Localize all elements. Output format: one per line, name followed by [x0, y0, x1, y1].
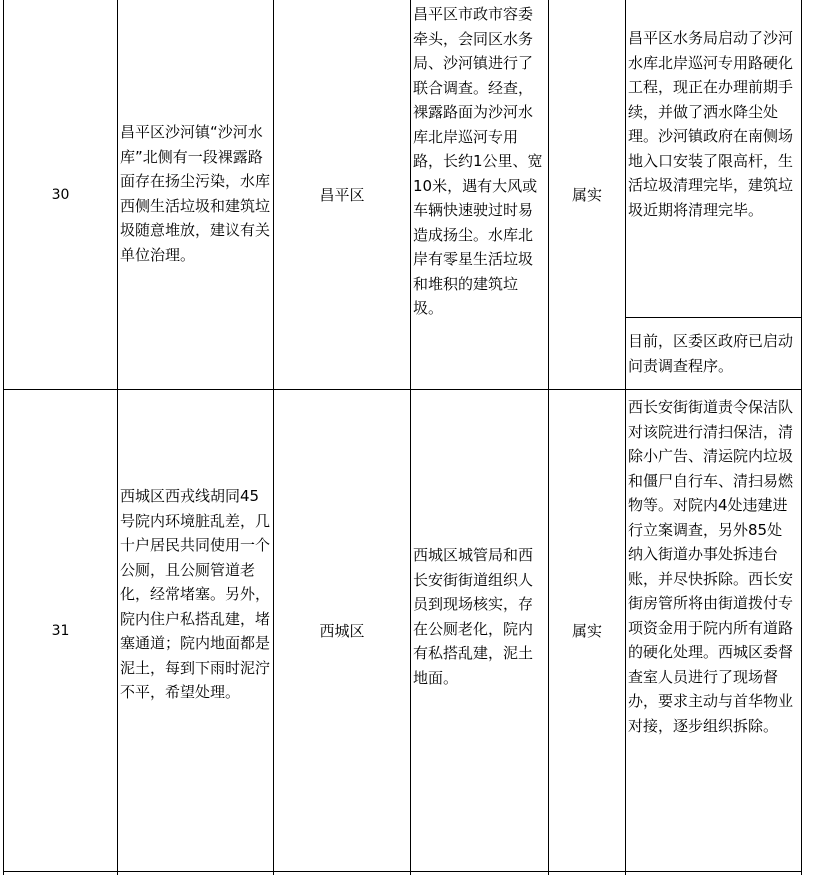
row-30-district: 昌平区 [319, 186, 365, 204]
row-30-investigation: 昌平区市政市容委牵头，会同区水务局、沙河镇进行了联合调查。经查，裸露路面为沙河水库北岸巡河专用路，长约1公里、宽10米，遇有大风或车辆快速驶过时易造成扬尘。水库北岸有零星生活垃圾和堆积的建筑垃圾。 [413, 5, 543, 317]
row-31-district: 西城区 [319, 622, 365, 640]
row-30-issue: 昌平区沙河镇“沙河水库”北侧有一段裸露路面存在扬尘污染，水库西侧生活垃圾和建筑垃圾随意堆放，建议有关单位治理。 [120, 123, 271, 264]
row-31-issue: 西城区西戎线胡同45号院内环境脏乱差，几十户居民共同使用一个公厕，且公厕管道老化，经常堵塞。另外，院内住户私搭乱建，堵塞通道；院内地面都是泥土，每到下雨时泥泞不平，希望处理。 [120, 487, 271, 701]
row-31-verdict: 属实 [571, 622, 602, 640]
column-border-5 [625, 0, 626, 875]
row-30-verdict: 属实 [571, 186, 602, 204]
row-31-handling: 西长安街街道责令保洁队对该院进行清扫保洁，清除小广告、清运院内垃圾和僵尸自行车、清扫易燃物等。对院内4处违建进行立案调查，另外85处纳入街道办事处拆违台账，并尽快拆除。西长安街房管所将由街道拨付专项资金用于院内所有道路的硬化处理。西城区委督查室人员进行了现场督办，要求主动与首华物业对接，逐步组织拆除。 [628, 398, 794, 735]
column-border-1 [117, 0, 118, 875]
row-31-investigation: 西城区城管局和西长安街街道组织人员到现场核实，存在公厕老化，院内有私搭乱建，泥土地面。 [413, 546, 534, 687]
row-31-bottom-border [3, 871, 802, 872]
table-right-border [801, 0, 802, 875]
row-30-handling: 昌平区水务局启动了沙河水库北岸巡河专用路硬化工程，现正在办理前期手续，并做了洒水降尘处理。沙河镇政府在南侧场地入口安装了限高杆，生活垃圾清理完毕，建筑垃圾近期将清理完毕。 [628, 29, 794, 219]
row-30-number: 30 [51, 186, 70, 203]
column-border-3 [410, 0, 411, 875]
row-31-number: 31 [51, 622, 70, 639]
row-30-accountability: 目前，区委区政府已启动问责调查程序。 [628, 332, 794, 375]
